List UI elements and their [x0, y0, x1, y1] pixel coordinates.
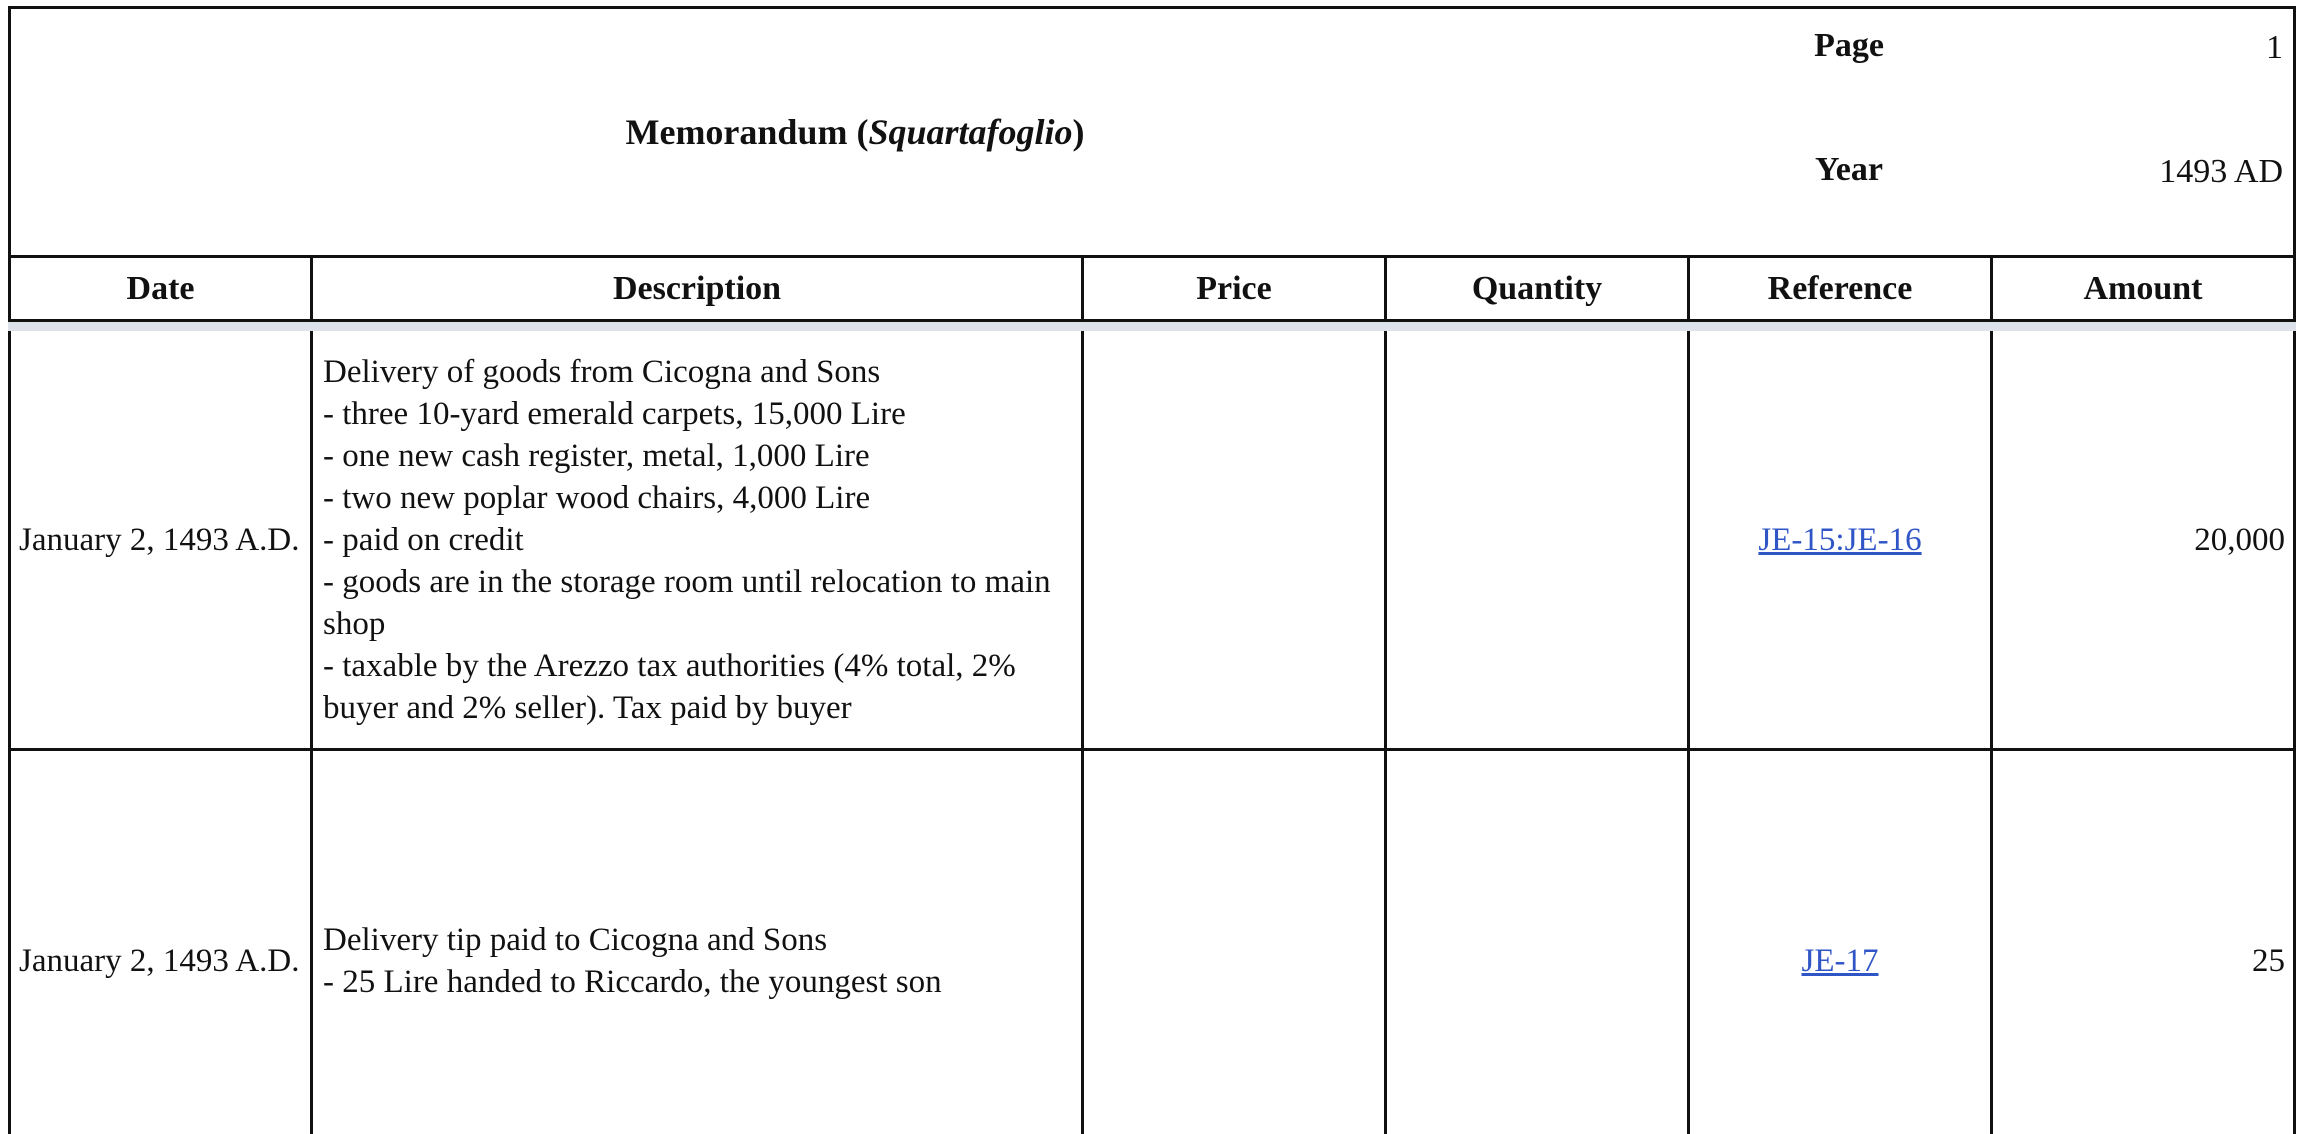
price-cell[interactable]: [1084, 751, 1387, 1134]
description-line: - taxable by the Arezzo tax authorities (4% total, 2% buyer and 2% seller). Tax paid by buyer: [323, 647, 1016, 726]
frozen-header-divider: [8, 322, 2296, 331]
amount-cell[interactable]: 20,000: [2194, 521, 2285, 558]
column-header-quantity[interactable]: Quantity: [1387, 258, 1690, 319]
title-suffix: ): [1072, 112, 1085, 152]
memorandum-sheet: [8, 6, 2296, 1134]
year-value: 1493 AD: [2159, 153, 2283, 190]
title-italic: Squartafoglio: [868, 112, 1073, 152]
description-line: - two new poplar wood chairs, 4,000 Lire: [323, 479, 871, 516]
title-prefix: Memorandum (: [625, 112, 869, 152]
column-header-reference[interactable]: Reference: [1690, 258, 1993, 319]
year-label: Year: [1815, 151, 1883, 188]
description-line: - goods are in the storage room until relocation to main shop: [323, 563, 1051, 642]
description-lines: [323, 351, 1069, 729]
description-line: - three 10-yard emerald carpets, 15,000 Lire: [323, 395, 906, 432]
quantity-cell[interactable]: [1387, 751, 1690, 1134]
reference-cell[interactable]: [1690, 331, 1993, 748]
reference-link[interactable]: JE-17: [1801, 943, 1879, 979]
description-line: Delivery tip paid to Cicogna and Sons: [323, 922, 828, 958]
table-row: [8, 751, 2296, 1134]
column-header-price[interactable]: Price: [1084, 258, 1387, 319]
description-line: - 25 Lire handed to Riccardo, the youngest son: [323, 964, 942, 1000]
reference-link[interactable]: JE-15:JE-16: [1758, 521, 1922, 558]
description-cell[interactable]: [313, 751, 1084, 1134]
page-label: Page: [1814, 27, 1884, 64]
quantity-cell[interactable]: [1387, 331, 1690, 748]
column-header-description[interactable]: Description: [313, 258, 1084, 319]
ledger-rows: [8, 331, 2296, 1134]
reference-cell[interactable]: [1690, 751, 1993, 1134]
page-value: 1: [2266, 29, 2283, 66]
description-line: - one new cash register, metal, 1,000 Lire: [323, 437, 870, 474]
description-line: Delivery of goods from Cicogna and Sons: [323, 353, 881, 390]
price-cell[interactable]: [1084, 331, 1387, 748]
title-block: [8, 6, 2296, 258]
table-row: [8, 331, 2296, 751]
column-header-date[interactable]: Date: [11, 258, 313, 319]
amount-cell[interactable]: 25: [2252, 943, 2285, 979]
column-header-row: [8, 258, 2296, 322]
column-header-amount[interactable]: Amount: [2083, 269, 2203, 307]
description-lines: [323, 919, 942, 1003]
date-cell[interactable]: January 2, 1493 A.D.: [11, 751, 313, 1134]
description-line: - paid on credit: [323, 521, 524, 558]
description-cell[interactable]: [313, 331, 1084, 748]
page-title: [11, 111, 1699, 153]
date-cell[interactable]: January 2, 1493 A.D.: [11, 331, 313, 748]
